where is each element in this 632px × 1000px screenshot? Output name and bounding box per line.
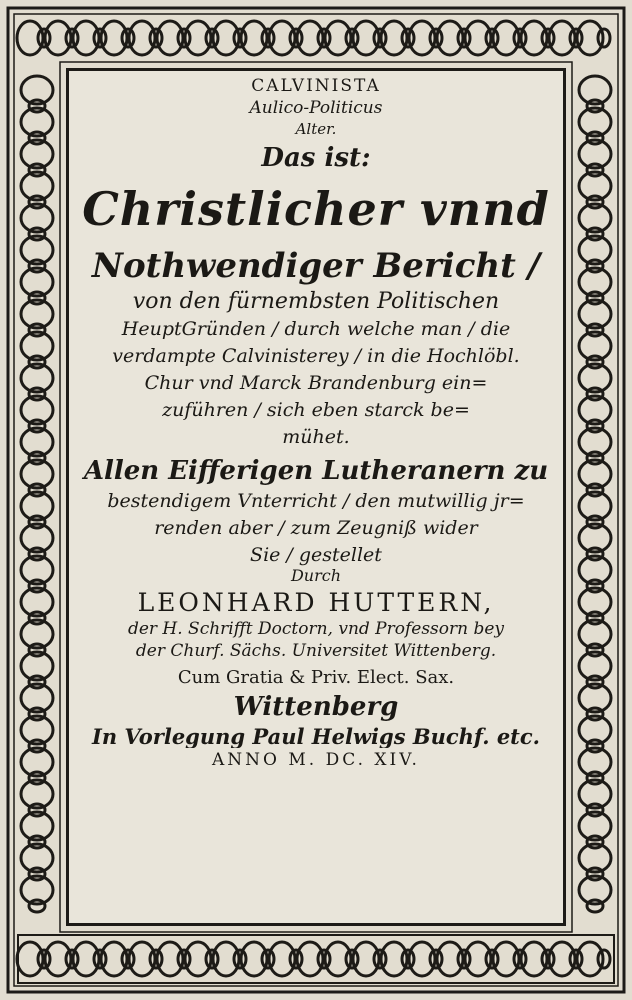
subtitle-line-2: HeuptGründen / durch welche man / die (121, 319, 511, 340)
main-title-line-2: Nothwendiger Bericht / (91, 249, 541, 285)
chain-link (29, 900, 45, 912)
publisher: In Vorlegung Paul Helwigs Buchf. etc. (92, 725, 540, 748)
privilege: Cum Gratia & Priv. Elect. Sax. (177, 669, 455, 689)
subtitle-line-4: Chur vnd Marck Brandenburg ein= (144, 373, 488, 394)
main-title-line-1: Christlicher vnnd (82, 184, 550, 234)
author-title-2: der Churf. Sächs. Universitet Wittenberg. (135, 642, 497, 661)
place-of-publication: Wittenberg (233, 694, 399, 722)
title-alter: Alter. (295, 121, 337, 138)
dedication-line-1: Allen Eifferigen Lutheranern zu (83, 457, 549, 485)
publication-year: ANNO M. DC. XIV. (212, 751, 420, 770)
dedication-line-4: Sie / gestellet (250, 545, 382, 566)
subtitle-line-3: verdampte Calvinisterey / in die Hochlöbl. (112, 346, 520, 367)
subtitle-line-6: mühet. (282, 427, 350, 448)
title-calvinista: CALVINISTA (251, 78, 381, 96)
dedication-line-3: renden aber / zum Zeugniß wider (154, 518, 478, 539)
subtitle-line-5: zuführen / sich eben starck be= (162, 400, 470, 421)
author-title-1: der H. Schrifft Doctorn, vnd Professorn bey (127, 620, 505, 639)
subtitle-line-1: von den fürnembsten Politischen (132, 289, 500, 313)
title-aulico: Aulico-Politicus (249, 99, 383, 118)
durch: Durch (290, 567, 342, 585)
title-text-block (68, 74, 564, 769)
dedication-line-2: bestendigem Vnterricht / den mutwillig jr= (107, 491, 525, 512)
author-name: LEONHARD HUTTERN, (137, 590, 495, 617)
chain-link (587, 900, 603, 912)
das-ist: Das ist: (261, 145, 371, 173)
